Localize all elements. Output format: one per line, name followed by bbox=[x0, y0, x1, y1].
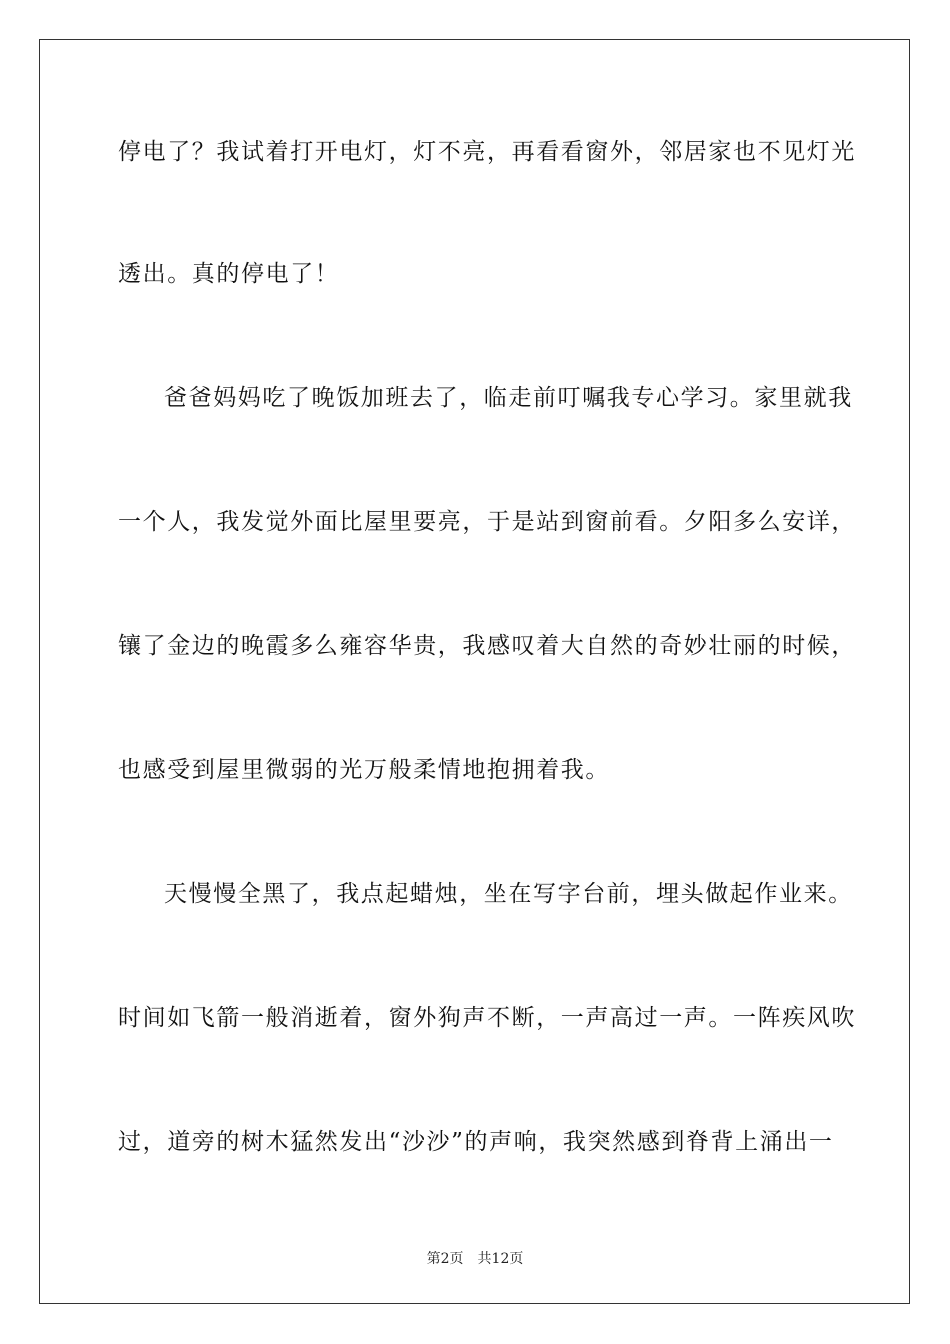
page-total: 共12页 bbox=[477, 1251, 524, 1267]
paragraph-line-9: 过，道旁的树木猛然发出“沙沙”的声响，我突然感到脊背上涌出一 bbox=[118, 1129, 834, 1155]
paragraph-line-2: 透出。真的停电了！ bbox=[118, 261, 340, 287]
paragraph-line-3: 爸爸妈妈吃了晚饭加班去了，临走前叮嘱我专心学习。家里就我 bbox=[164, 385, 853, 411]
paragraph-line-4: 一个人，我发觉外面比屋里要亮，于是站到窗前看。夕阳多么安详， bbox=[118, 509, 856, 535]
paragraph-line-1: 停电了？我试着打开电灯，灯不亮，再看看窗外，邻居家也不见灯光 bbox=[118, 139, 856, 165]
page-border bbox=[39, 39, 910, 1304]
page-footer bbox=[0, 1248, 950, 1268]
page-number: 第2页 bbox=[426, 1251, 464, 1267]
paragraph-line-8: 时间如飞箭一般消逝着，窗外狗声不断，一声高过一声。一阵疾风吹 bbox=[118, 1005, 856, 1031]
paragraph-line-7: 天慢慢全黑了，我点起蜡烛，坐在写字台前，埋头做起作业来。 bbox=[164, 881, 853, 907]
paragraph-line-5: 镶了金边的晚霞多么雍容华贵，我感叹着大自然的奇妙壮丽的时候， bbox=[118, 633, 856, 659]
paragraph-line-6: 也感受到屋里微弱的光万般柔情地抱拥着我。 bbox=[118, 757, 610, 783]
